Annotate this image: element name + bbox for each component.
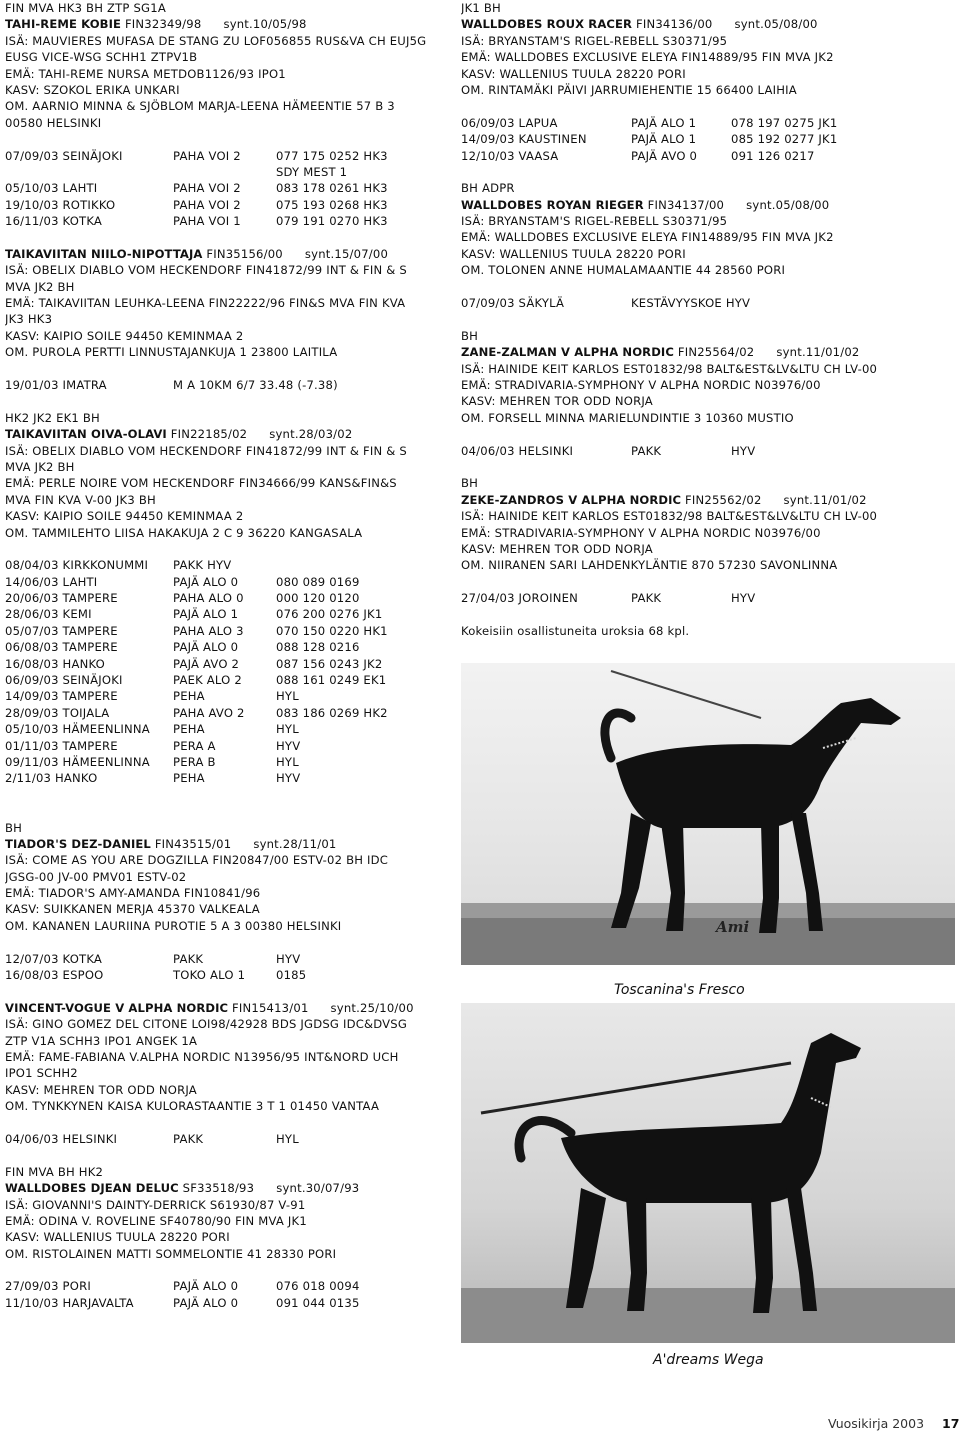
text-line: KASV: WALLENIUS TUULA 28220 PORI	[5, 1230, 230, 1245]
footer-publication: Vuosikirja 2003	[828, 1416, 925, 1431]
text-line: BH ADPR	[461, 181, 515, 196]
result-score: HYL	[276, 722, 299, 737]
result-row	[461, 148, 956, 164]
result-row	[5, 574, 450, 590]
result-event: 14/09/03 TAMPERE	[5, 689, 118, 704]
result-score: 091 126 0217	[731, 148, 815, 163]
result-score: 087 156 0243 JK2	[276, 656, 383, 671]
result-row	[461, 295, 956, 311]
dog-heading	[461, 197, 956, 213]
result-class: PAJÄ ALO 1	[173, 607, 239, 622]
result-event	[5, 164, 173, 180]
text-line: EMÄ: TAIKAVIITAN LEUHKA-LEENA FIN22222/96 FIN&S MVA FIN KVA	[5, 296, 406, 311]
registration-number: SF33518/93	[182, 1181, 255, 1196]
result-row	[5, 590, 450, 606]
spacer	[461, 164, 956, 180]
result-row	[5, 672, 450, 688]
result-class: PAJÄ ALO 0	[173, 574, 239, 589]
result-class: PAJÄ ALO 1	[631, 132, 697, 147]
result-score: HYL	[276, 754, 299, 769]
birth-date: synt.30/07/93	[276, 1181, 360, 1196]
result-class: PAKK	[173, 1131, 204, 1146]
text-line: EMÄ: STRADIVARIA-SYMPHONY V ALPHA NORDIC N03976/00	[461, 377, 821, 392]
dog-photo-bottom	[461, 1003, 955, 1343]
text-line: ISÄ: MAUVIERES MUFASA DE STANG ZU LOF056855 RUS&VA CH EUJ5G	[5, 33, 427, 48]
result-score: HYV	[731, 443, 756, 458]
result-row	[5, 1295, 450, 1311]
text-line: ISÄ: OBELIX DIABLO VOM HECKENDORF FIN41872/99 INT & FIN & S	[5, 443, 407, 458]
result-row	[5, 951, 450, 967]
result-event: 11/10/03 HARJAVALTA	[5, 1295, 134, 1310]
result-event: 12/10/03 VAASA	[461, 148, 559, 163]
spacer	[5, 361, 450, 377]
text-line: KASV: KAIPIO SOILE 94450 KEMINMAA 2	[5, 509, 244, 524]
result-event: 04/06/03 HELSINKI	[5, 1131, 118, 1146]
result-score: HYV	[276, 951, 301, 966]
spacer	[461, 426, 956, 442]
result-class: PAKK	[173, 951, 204, 966]
result-row	[461, 590, 956, 606]
result-row	[5, 164, 450, 180]
result-event: 05/07/03 TAMPERE	[5, 623, 118, 638]
spacer	[461, 98, 956, 114]
result-event: 06/09/03 LAPUA	[461, 115, 558, 130]
dog-name: ZEKE-ZANDROS V ALPHA NORDIC	[461, 492, 682, 507]
result-class: M A 10KM 6/7 33.48 (-7.38)	[173, 377, 338, 392]
birth-date: synt.15/07/00	[304, 246, 389, 261]
text-line: ISÄ: GINO GOMEZ DEL CITONE LOI98/42928 BDS JGDSG IDC&DVSG	[5, 1017, 408, 1032]
result-class	[173, 164, 276, 180]
spacer	[461, 311, 956, 327]
result-class: TOKO ALO 1	[173, 968, 246, 983]
registration-number: FIN34136/00	[635, 17, 713, 32]
spacer	[5, 131, 450, 147]
result-score: 083 186 0269 HK2	[276, 705, 388, 720]
result-row	[5, 721, 450, 737]
registration-number: FIN15413/01	[232, 1000, 309, 1015]
text-line: JK3 HK3	[5, 312, 53, 327]
result-class: PAHA VOI 2	[173, 181, 241, 196]
result-class: KESTÄVYYSKOE HYV	[631, 296, 751, 311]
result-class: PAHA VOI 2	[173, 197, 241, 212]
result-event: 08/04/03 KIRKKONUMMI	[5, 558, 149, 573]
text-line: KASV: KAIPIO SOILE 94450 KEMINMAA 2	[5, 328, 244, 343]
text-line: KASV: MEHREN TOR ODD NORJA	[461, 541, 653, 556]
result-class: PAHA AVO 2	[173, 705, 245, 720]
dog-name: TAHI-REME KOBIE	[5, 17, 122, 32]
result-score: 070 150 0220 HK1	[276, 623, 388, 638]
text-line: ZTP V1A SCHH3 IPO1 ANGEK 1A	[5, 1033, 198, 1048]
result-class: PAJÄ ALO 0	[173, 1295, 239, 1310]
result-event: 09/11/03 HÄMEENLINNA	[5, 754, 150, 769]
spacer	[5, 1115, 450, 1131]
dog-heading	[5, 1000, 450, 1016]
text-line: ISÄ: BRYANSTAM'S RIGEL-REBELL S30371/95	[461, 33, 728, 48]
result-class: PAEK ALO 2	[173, 673, 242, 688]
spacer	[5, 803, 450, 819]
text-line: HK2 JK2 EK1 BH	[5, 410, 100, 425]
text-line: OM. NIIRANEN SARI LAHDENKYLÄNTIE 870 57230 SAVONLINNA	[461, 558, 838, 573]
dog-name: WALLDOBES ROYAN RIEGER	[461, 197, 644, 212]
registration-number: FIN25564/02	[677, 345, 755, 360]
spacer	[5, 983, 450, 999]
text-line: BH	[5, 820, 23, 835]
dog-heading	[461, 492, 956, 508]
footer-page-number: 17	[942, 1416, 960, 1431]
dog-silhouette-top	[461, 663, 955, 965]
result-row	[5, 148, 450, 164]
result-event: 28/09/03 TOIJALA	[5, 705, 110, 720]
photo-caption-top: Toscanina's Fresco	[614, 982, 745, 998]
text-line: EMÄ: WALLDOBES EXCLUSIVE ELEYA FIN14889/95 FIN MVA JK2	[461, 50, 834, 65]
result-row	[5, 606, 450, 622]
result-score	[276, 557, 446, 573]
result-event: 27/09/03 PORI	[5, 1279, 91, 1294]
result-score: 076 200 0276 JK1	[276, 607, 383, 622]
text-line: EMÄ: TIADOR'S AMY-AMANDA FIN10841/96	[5, 886, 261, 901]
result-score: 079 191 0270 HK3	[276, 214, 388, 229]
spacer	[5, 1262, 450, 1278]
result-score: 085 192 0277 JK1	[731, 132, 838, 147]
result-event: 06/08/03 TAMPERE	[5, 640, 118, 655]
result-event: 16/08/03 ESPOO	[5, 968, 104, 983]
spacer	[5, 393, 450, 409]
result-event: 28/06/03 KEMI	[5, 607, 92, 622]
text-line: EMÄ: TAHI-REME NURSA METDOB1126/93 IPO1	[5, 66, 286, 81]
result-event: 16/11/03 KOTKA	[5, 214, 103, 229]
dog-name: WALLDOBES ROUX RACER	[461, 17, 633, 32]
dog-photo-top	[461, 663, 955, 965]
result-row	[5, 705, 450, 721]
text-line: EMÄ: ODINA V. ROVELINE SF40780/90 FIN MVA JK1	[5, 1213, 307, 1228]
registration-number: FIN35156/00	[206, 246, 283, 261]
dog-name: VINCENT-VOGUE V ALPHA NORDIC	[5, 1000, 229, 1015]
text-line: ISÄ: HAINIDE KEIT KARLOS EST01832/98 BALT&EST&LV&LTU CH LV-00	[461, 361, 878, 376]
dog-name: TAIKAVIITAN NIILO-NIPOTTAJA	[5, 246, 203, 261]
result-score: 088 128 0216	[276, 640, 360, 655]
result-row	[5, 738, 450, 754]
birth-date: synt.10/05/98	[223, 17, 307, 32]
result-class: PAJÄ ALO 0	[173, 640, 239, 655]
dog-heading	[461, 16, 956, 32]
result-event: 14/09/03 KAUSTINEN	[461, 132, 587, 147]
summary-note: Kokeisiin osallistuneita uroksia 68 kpl.	[461, 623, 690, 638]
result-score: SDY MEST 1	[276, 164, 348, 179]
text-line: 00580 HELSINKI	[5, 115, 102, 130]
result-row	[461, 115, 956, 131]
photo-caption-bottom: A'dreams Wega	[653, 1352, 764, 1368]
result-row	[5, 1131, 450, 1147]
dog-heading	[5, 836, 450, 852]
birth-date: synt.25/10/00	[330, 1000, 414, 1015]
text-line: EMÄ: PERLE NOIRE VOM HECKENDORF FIN34666/99 KANS&FIN&S	[5, 476, 397, 491]
result-row	[5, 754, 450, 770]
result-event: 14/06/03 LAHTI	[5, 574, 98, 589]
result-class: PAJÄ ALO 0	[173, 1279, 239, 1294]
spacer	[5, 1147, 450, 1163]
birth-date: synt.11/01/02	[776, 345, 860, 360]
text-line: JGSG-00 JV-00 PMV01 ESTV-02	[5, 869, 187, 884]
text-line: OM. FORSELL MINNA MARIELUNDINTIE 3 10360 MUSTIO	[461, 410, 794, 425]
result-class: PERA B	[173, 754, 216, 769]
dog-name: TIADOR'S DEZ-DANIEL	[5, 836, 151, 851]
result-score: 075 193 0268 HK3	[276, 197, 388, 212]
dog-heading	[5, 246, 450, 262]
result-class: PAKK	[631, 443, 662, 458]
result-row	[5, 688, 450, 704]
result-score: HYL	[276, 689, 299, 704]
result-score: 091 044 0135	[276, 1295, 360, 1310]
registration-number: FIN34137/00	[647, 197, 725, 212]
result-score: 083 178 0261 HK3	[276, 181, 388, 196]
text-line: KASV: WALLENIUS TUULA 28220 PORI	[461, 66, 686, 81]
dog-name: WALLDOBES DJEAN DELUC	[5, 1181, 179, 1196]
result-score: HYV	[276, 771, 301, 786]
dog-name: TAIKAVIITAN OIVA-OLAVI	[5, 427, 167, 442]
text-line: KASV: MEHREN TOR ODD NORJA	[461, 394, 653, 409]
photo-signature: Ami	[716, 918, 750, 936]
text-line: OM. KANANEN LAURIINA PUROTIE 5 A 3 00380 HELSINKI	[5, 918, 342, 933]
result-row	[5, 1278, 450, 1294]
text-line: MVA JK2 BH	[5, 279, 75, 294]
result-event: 07/09/03 SEINÄJOKI	[5, 148, 123, 163]
result-event: 01/11/03 TAMPERE	[5, 738, 118, 753]
text-line: BH	[461, 476, 479, 491]
spacer	[5, 541, 450, 557]
result-event: 04/06/03 HELSINKI	[461, 443, 574, 458]
result-row	[461, 443, 956, 459]
dog-heading	[5, 16, 450, 32]
text-line: EMÄ: WALLDOBES EXCLUSIVE ELEYA FIN14889/95 FIN MVA JK2	[461, 230, 834, 245]
result-event: 16/08/03 HANKO	[5, 656, 105, 671]
result-row	[5, 180, 450, 196]
text-line: MVA JK2 BH	[5, 459, 75, 474]
spacer	[5, 787, 450, 803]
result-class: PAHA ALO 0	[173, 591, 244, 606]
text-line: EMÄ: STRADIVARIA-SYMPHONY V ALPHA NORDIC N03976/00	[461, 525, 821, 540]
spacer	[461, 279, 956, 295]
result-class: PAJÄ AVO 0	[631, 148, 698, 163]
birth-date: synt.28/03/02	[269, 427, 353, 442]
spacer	[461, 606, 956, 622]
result-row	[5, 656, 450, 672]
result-score: 077 175 0252 HK3	[276, 148, 388, 163]
result-score: 078 197 0275 JK1	[731, 115, 838, 130]
result-class: PAJÄ ALO 1	[631, 115, 697, 130]
result-row	[5, 770, 450, 786]
registration-number: FIN32349/98	[124, 17, 202, 32]
result-event: 05/10/03 HÄMEENLINNA	[5, 722, 150, 737]
result-score: 0185	[276, 968, 307, 983]
text-line: KASV: SUIKKANEN MERJA 45370 VALKEALA	[5, 902, 260, 917]
result-score	[276, 377, 446, 393]
spacer	[461, 459, 956, 475]
result-row	[5, 639, 450, 655]
text-line: OM. TOLONEN ANNE HUMALAMAANTIE 44 28560 PORI	[461, 263, 786, 278]
result-row	[5, 967, 450, 983]
text-line: FIN MVA BH HK2	[5, 1164, 104, 1179]
result-row	[5, 377, 450, 393]
birth-date: synt.05/08/00	[746, 197, 830, 212]
result-event: 20/06/03 TAMPERE	[5, 591, 118, 606]
result-event: 12/07/03 KOTKA	[5, 951, 103, 966]
dog-silhouette-bottom	[461, 1003, 955, 1343]
result-class: PEHA	[173, 771, 205, 786]
result-event: 05/10/03 LAHTI	[5, 181, 98, 196]
registration-number: FIN43515/01	[154, 836, 232, 851]
text-line: KASV: WALLENIUS TUULA 28220 PORI	[461, 246, 686, 261]
result-event: 19/10/03 ROTIKKO	[5, 197, 116, 212]
right-column	[461, 0, 956, 639]
result-score: 088 161 0249 EK1	[276, 673, 387, 688]
text-line: MVA FIN KVA V-00 JK3 BH	[5, 492, 156, 507]
result-score: HYV	[731, 591, 756, 606]
result-score: HYV	[276, 738, 301, 753]
result-class: PAJÄ AVO 2	[173, 656, 240, 671]
text-line: BH	[461, 328, 479, 343]
birth-date: synt.05/08/00	[734, 17, 818, 32]
result-event: 27/04/03 JOROINEN	[461, 591, 578, 606]
result-row	[461, 131, 956, 147]
text-line: KASV: MEHREN TOR ODD NORJA	[5, 1082, 197, 1097]
text-line: KASV: SZOKOL ERIKA UNKARI	[5, 82, 180, 97]
result-class: PAHA ALO 3	[173, 623, 244, 638]
result-class: PAHA VOI 2	[173, 148, 241, 163]
text-line: ISÄ: GIOVANNI'S DAINTY-DERRICK S61930/87 V-91	[5, 1197, 306, 1212]
result-class: PAHA VOI 1	[173, 214, 241, 229]
result-event: 19/01/03 IMATRA	[5, 377, 107, 392]
result-event: 2/11/03 HANKO	[5, 771, 98, 786]
result-score: 000 120 0120	[276, 591, 360, 606]
spacer	[5, 229, 450, 245]
text-line: OM. RINTAMÄKI PÄIVI JARRUMIEHENTIE 15 66400 LAIHIA	[461, 82, 797, 97]
result-class: PERA A	[173, 738, 216, 753]
text-line: ISÄ: BRYANSTAM'S RIGEL-REBELL S30371/95	[461, 214, 728, 229]
text-line: ISÄ: OBELIX DIABLO VOM HECKENDORF FIN41872/99 INT & FIN & S	[5, 263, 407, 278]
result-event: 07/09/03 SÄKYLÄ	[461, 296, 565, 311]
dog-heading	[5, 1180, 450, 1196]
text-line: OM. TAMMILEHTO LIISA HAKAKUJA 2 C 9 36220 KANGASALA	[5, 525, 363, 540]
text-line: EUSG VICE-WSG SCHH1 ZTPV1B	[5, 50, 198, 65]
result-score	[731, 295, 931, 311]
result-row	[5, 197, 450, 213]
result-class: PEHA	[173, 689, 205, 704]
text-line: JK1 BH	[461, 1, 501, 15]
spacer	[461, 574, 956, 590]
result-score: HYL	[276, 1131, 299, 1146]
birth-date: synt.28/11/01	[253, 836, 337, 851]
result-score: 076 018 0094	[276, 1279, 360, 1294]
registration-number: FIN22185/02	[170, 427, 248, 442]
text-line: ISÄ: HAINIDE KEIT KARLOS EST01832/98 BALT&EST&LV&LTU CH LV-00	[461, 509, 878, 524]
dog-heading	[5, 426, 450, 442]
result-row	[5, 623, 450, 639]
dog-name: ZANE-ZALMAN V ALPHA NORDIC	[461, 345, 674, 360]
birth-date: synt.11/01/02	[783, 492, 867, 507]
left-column	[5, 0, 450, 1311]
result-score: 080 089 0169	[276, 574, 360, 589]
text-line: OM. TYNKKYNEN KAISA KULORASTAANTIE 3 T 1 01450 VANTAA	[5, 1099, 380, 1114]
spacer	[5, 934, 450, 950]
dog-heading	[461, 344, 956, 360]
text-line: EMÄ: FAME-FABIANA V.ALPHA NORDIC N13956/95 INT&NORD UCH	[5, 1050, 399, 1064]
text-line: OM. RISTOLAINEN MATTI SOMMELONTIE 41 28330 PORI	[5, 1246, 337, 1261]
result-class: PAKK	[631, 591, 662, 606]
result-row	[5, 213, 450, 229]
text-line: OM. AARNIO MINNA & SJÖBLOM MARJA-LEENA HÄMEENTIE 57 B 3	[5, 99, 395, 114]
text-line: ISÄ: COME AS YOU ARE DOGZILLA FIN20847/00 ESTV-02 BH IDC	[5, 853, 389, 868]
text-line: IPO1 SCHH2	[5, 1066, 78, 1081]
registration-number: FIN25562/02	[685, 492, 762, 507]
result-class: PAKK HYV	[173, 558, 232, 573]
result-class: PEHA	[173, 722, 205, 737]
result-event: 06/09/03 SEINÄJOKI	[5, 673, 123, 688]
result-row	[5, 557, 450, 573]
text-line: OM. PUROLA PERTTI LINNUSTAJANKUJA 1 23800 LAITILA	[5, 345, 338, 360]
text-line: FIN MVA HK3 BH ZTP SG1A	[5, 1, 166, 15]
